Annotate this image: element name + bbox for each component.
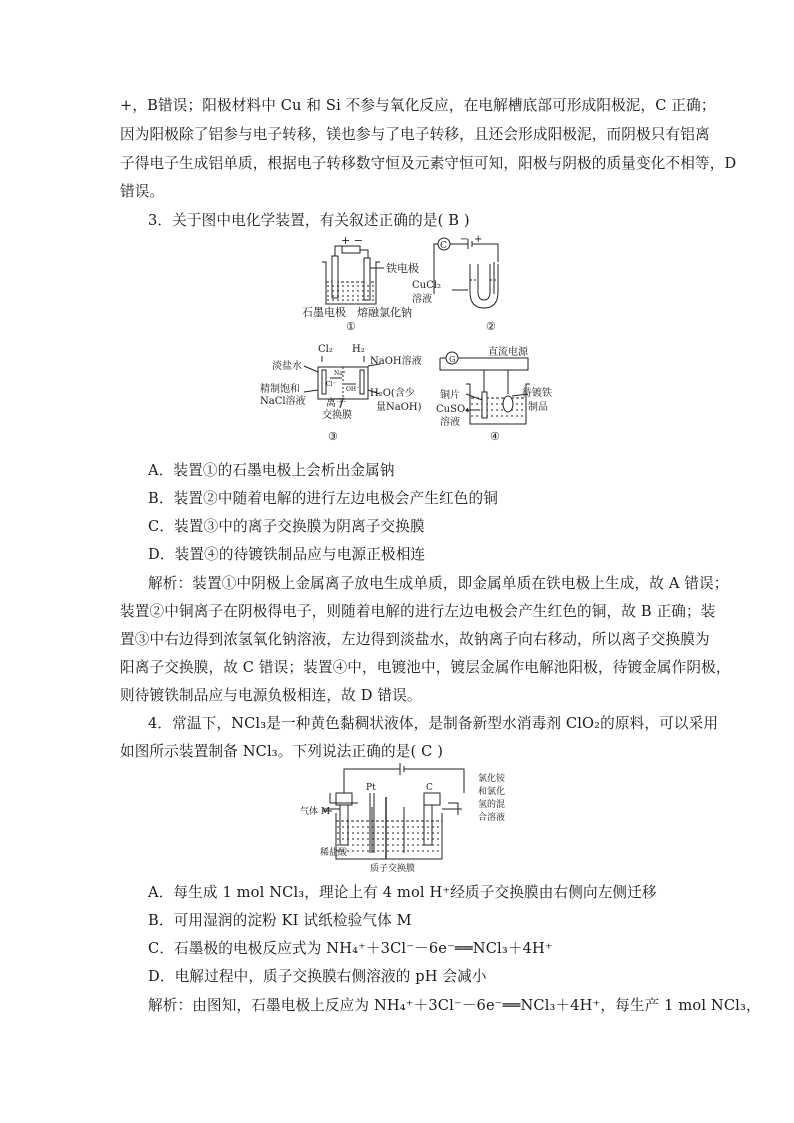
q4-stem-1: 4．常温下，NCl₃是一种黄色黏稠状液体，是制备新型水消毒剂 ClO₂的原料，可以采用 (148, 715, 719, 732)
continuation-line-2: 因为阳极除了铝参与电子转移，镁也参与了电子转移，且还会形成阳极泥，而阴极只有铝离 (120, 126, 710, 143)
d3-water-label-1: H₂O(含少 (370, 388, 415, 399)
q3-analysis-3: 置③中右边得到浓氢氧化钠溶液，左边得到淡盐水，故钠离子向右移动，所以离子交换膜为 (120, 631, 710, 648)
d2-galvanometer: C (440, 241, 447, 251)
d3-refined-label-1: 精制饱和 (260, 384, 300, 395)
d2-number: ② (486, 320, 496, 333)
d3-cl2-label: Cl₂ (318, 344, 333, 355)
d1-polarity: + − (341, 234, 363, 247)
d3-h2-label: H₂ (352, 344, 365, 355)
q4-mix-label-1: 氯化铵 (478, 774, 506, 784)
q3-option-c: C．装置③中的离子交换膜为阴离子交换膜 (148, 518, 425, 535)
q3-apparatus-figure (260, 234, 560, 450)
q4-mix-label-3: 氢的混 (478, 800, 506, 810)
continuation-line-3: 子得电子生成铝单质，根据电子转移数守恒及元素守恒可知，阳极与阴极的质量变化不相等，D (120, 155, 737, 172)
d1-iron-label: 铁电极 (386, 262, 419, 275)
q3-analysis-1: 解析：装置①中阴极上金属离子放电生成单质，即金属单质在铁电极上生成，故 A 错误； (148, 575, 729, 592)
d3-naoh-label: NaOH溶液 (370, 356, 422, 367)
d4-cuso4-label: CuSO₄ (436, 404, 470, 415)
q4-option-d: D．电解过程中，质子交换膜右侧溶液的 pH 会减小 (148, 968, 487, 985)
continuation-line-4: 错误。 (120, 183, 165, 200)
q4-c-label: C (426, 783, 433, 793)
q4-option-b: B．可用湿润的淀粉 KI 试纸检验气体 M (148, 912, 412, 929)
q3-stem: 3．关于图中电化学装置，有关叙述正确的是( B ) (148, 212, 470, 229)
q3-option-b: B．装置②中随着电解的进行左边电极会产生红色的铜 (148, 490, 498, 507)
d3-number: ③ (328, 430, 338, 443)
q4-mix-label-2: 和氯化 (478, 787, 506, 797)
device-1-diagram (322, 246, 384, 304)
d4-power-label: 直流电源 (488, 347, 528, 358)
d3-cl-ion: Cl⁻ (326, 381, 336, 388)
d2-cucl2-label: CuCl₂ (412, 280, 441, 291)
q3-analysis-4: 阳离子交换膜，故 C 错误；装置④中，电镀池中，镀层金属作电解池阳极，待镀金属作阴极， (120, 659, 731, 676)
d3-water-label-2: 量NaOH) (376, 402, 422, 413)
q3-analysis-2: 装置②中铜离子在阴极得电子，则随着电解的进行左边电极会产生红色的铜，故 B 正确；装 (120, 603, 716, 620)
d1-number: ① (346, 320, 356, 333)
d2-plus: + (474, 234, 483, 245)
q4-option-c: C．石墨极的电极反应式为 NH₄⁺＋3Cl⁻－6e⁻══NCl₃＋4H⁺ (148, 940, 553, 957)
q3-option-d: D．装置④的待镀铁制品应与电源正极相连 (148, 546, 426, 563)
d3-dilute-brine-label: 淡盐水 (272, 361, 302, 372)
d3-oh-ion: OH⁻ (346, 386, 360, 393)
q4-stem-2: 如图所示装置制备 NCl₃。下列说法正确的是( C ) (120, 743, 444, 760)
q4-electrolysis-figure (300, 763, 532, 875)
d3-na-ion: Na⁺ (334, 370, 346, 377)
d3-membrane-label-1: 离子 (326, 398, 346, 409)
q4-option-a: A．每生成 1 mol NCl₃，理论上有 4 mol H⁺经质子交换膜由右侧向左侧迁移 (148, 884, 657, 901)
q4-mix-label-4: 合溶液 (478, 813, 506, 823)
d1-melt-label: 熔融氯化钠 (357, 306, 412, 319)
d4-solution-label: 溶液 (440, 417, 460, 428)
q4-acid-label: 稀盐酸 (320, 848, 348, 858)
d4-copper-label: 铜片 (440, 390, 460, 401)
q3-analysis-5: 则待镀铁制品应与电源负极相连，故 D 错误。 (120, 687, 422, 704)
q4-membrane-label: 质子交换膜 (370, 864, 416, 874)
d4-part-label-2: 制品 (528, 402, 548, 413)
d3-refined-label-2: NaCl溶液 (260, 396, 306, 407)
d2-solution-label: 溶液 (412, 294, 432, 305)
q4-pt-label: Pt (366, 783, 376, 793)
d4-galvanometer: G (449, 355, 456, 364)
d4-number: ④ (490, 430, 500, 443)
q3-option-a: A．装置①的石墨电极上会析出金属钠 (148, 462, 395, 479)
q4-gas-label: 气体 M (300, 807, 331, 817)
d3-membrane-label-2: 交换膜 (322, 410, 352, 421)
d2-minus: − (460, 234, 469, 245)
q4-analysis-1: 解析：由图知，石墨电极上反应为 NH₄⁺＋3Cl⁻－6e⁻══NCl₃＋4H⁺，每生产 1 mol NCl₃， (148, 997, 761, 1014)
d4-part-label-1: 待镀铁 (522, 388, 552, 399)
d1-graphite-label: 石墨电极 (302, 306, 346, 319)
continuation-line-1: +，B错误；阳极材料中 Cu 和 Si 不参与氧化反应，在电解槽底部可形成阳极泥，C 正确； (120, 97, 716, 114)
